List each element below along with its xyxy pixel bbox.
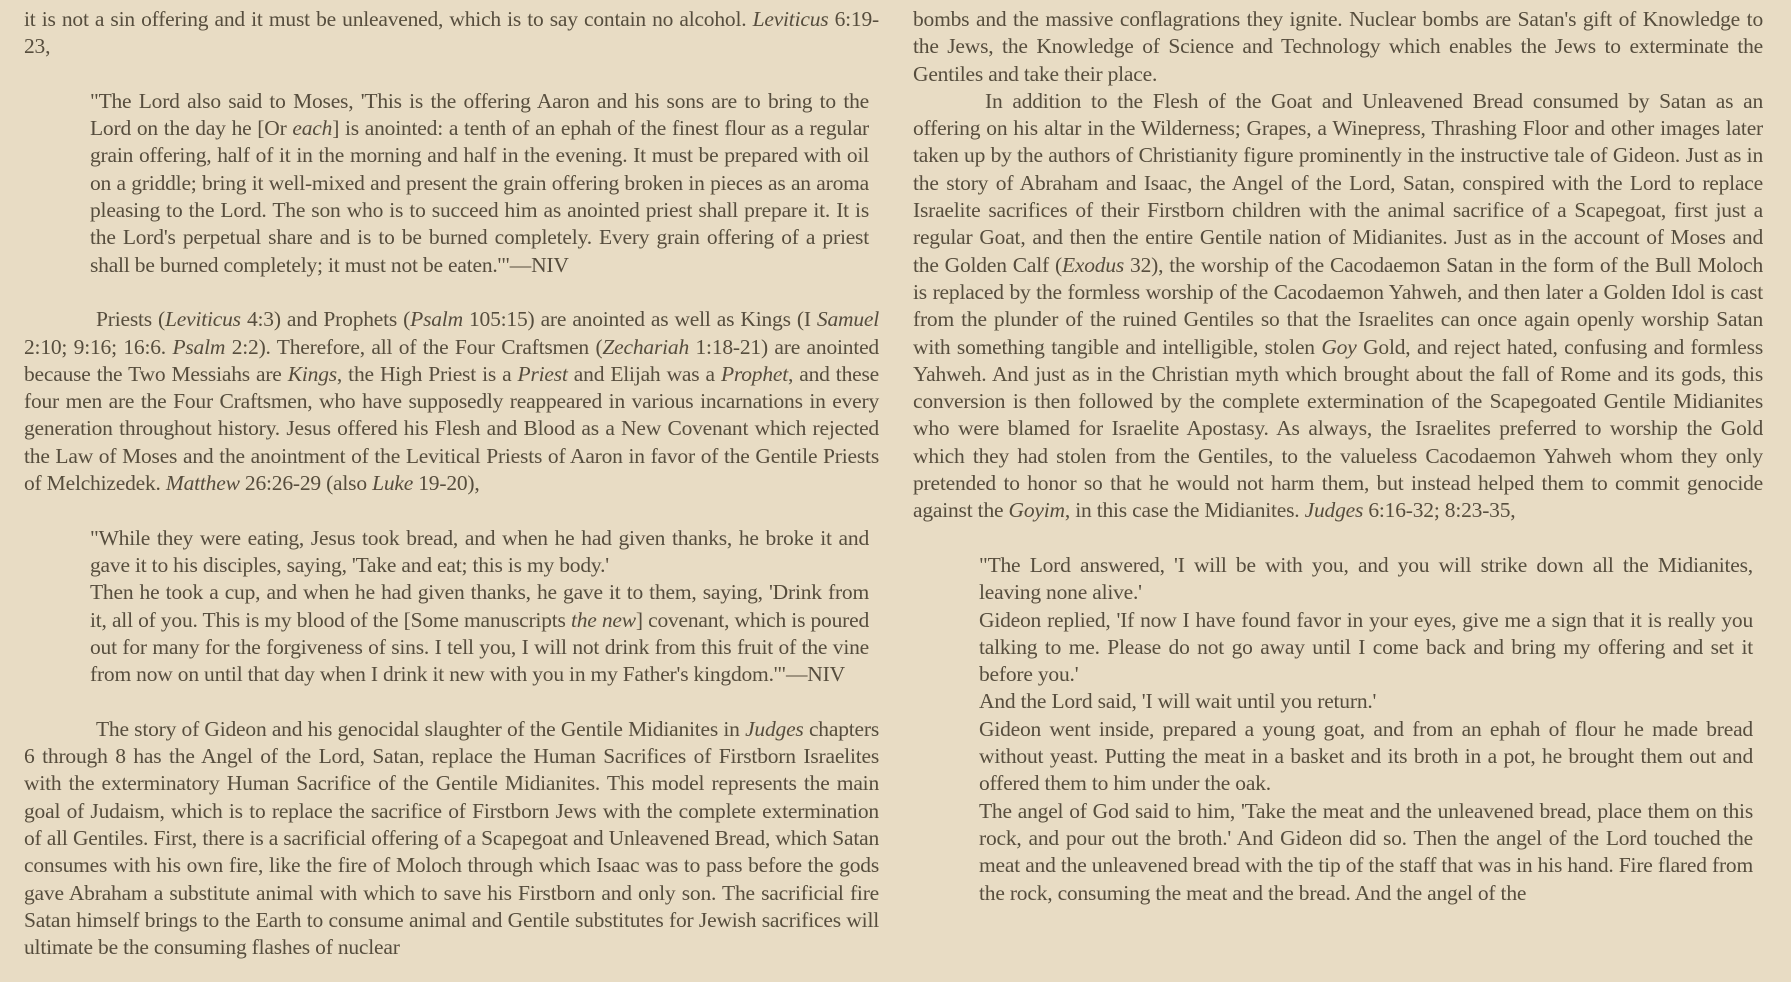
text-line: Then he took a cup, and when he had given thanks, he gave it to them, saying, 'Drink from it, all of you. This is my blood of the [Some manuscripts the new] covenant, which is poured out for many for the forgiveness of sins. I tell you, I will not drink from this fruit of the vine from now on until that day when I drink it new with you in my Father's kingdom.'"—NIV — [90, 580, 869, 687]
text-line: And the Lord said, 'I will wait until you return.' — [979, 689, 1377, 714]
paragraph — [913, 6, 1763, 88]
paragraph — [24, 716, 879, 962]
text-line: bombs and the massive conflagrations they ignite. Nuclear bombs are Satan's gift of Knowledge to the Jews, the Knowledge of Science and Technology which enables the Jews to exterminate the Gentiles and take their place. — [913, 7, 1763, 86]
text-line: Gideon replied, 'If now I have found favor in your eyes, give me a sign that it is really you talking to me. Please do not go away until I come back and bring my offering and set it before you.' — [979, 607, 1753, 687]
text-line: The story of Gideon and his genocidal slaughter of the Gentile Midianites in Judges chapters 6 through 8 has the Angel of the Lord, Satan, replace the Human Sacrifices of Firstborn Israelites with the exterminatory Human Sacrifice of the Gentile Midianites. This model represents the main goal of Judaism, which is to replace the sacrifice of Firstborn Jews with the complete extermination of all Gentiles. First, there is a sacrificial offering of a Scapegoat and Unleavened Bread, which Satan consumes with his own fire, like the fire of Moloch through which Isaac was to pass before the gods gave Abraham a substitute animal with which to save his Firstborn and only son. The sacrificial fire Satan himself brings to the Earth to consume animal and Gentile substitutes for Jewish sacrifices will ultimate be the consuming flashes of nuclear — [24, 716, 879, 960]
quote-block — [24, 88, 879, 279]
left-text-column — [24, 6, 879, 982]
text-line: "The Lord answered, 'I will be with you, and you will strike down all the Midianites, leaving none alive.' — [979, 552, 1753, 605]
paragraph — [24, 306, 879, 497]
text-line: The angel of God said to him, 'Take the meat and the unleavened bread, place them on this rock, and pour out the broth.' And Gideon did so. Then the angel of the Lord touched the meat and the unleavened bread with the tip of the staff that was in his hand. Fire flared from the rock, consuming the meat and the bread. And the angel of the — [979, 798, 1753, 905]
text-line: In addition to the Flesh of the Goat and Unleavened Bread consumed by Satan as an offering on his altar in the Wilderness; Grapes, a Winepress, Thrashing Floor and other images later taken up by the authors of Christianity figure prominently in the instructive tale of Gideon. Just as in the story of Abraham and Isaac, the Angel of the Lord, Satan, conspired with the Lord to replace Israelite sacrifices of their Firstborn children with the animal sacrifice of a Scapegoat, first just a regular Goat, and then the entire Gentile nation of Midianites. Just as in the account of Moses and the Golden Calf (Exodus 32), the worship of the Cacodaemon Satan in the form of the Bull Moloch is replaced by the formless worship of the Cacodaemon Yahweh, and then later a Golden Idol is cast from the plunder of the ruined Gentiles so that the Israelites can once again openly worship Satan with something tangible and intelligible, stolen Goy Gold, and reject hated, confusing and formless Yahweh. And just as in the Christian myth which brought about the fall of Rome and its gods, this conversion is then followed by the complete extermination of the Scapegoated Gentile Midianites who were blamed for Israelite Apostasy. As always, the Israelites preferred to worship the Gold which they had stolen from the Gentiles, to the valueless Cacodaemon Yahweh whom they only pretended to honor so that he would not harm them, but instead helped them to commit genocide against the Goyim, in this case the Midianites. Judges 6:16-32; 8:23-35, — [913, 88, 1764, 523]
quote-block — [24, 525, 879, 689]
paragraph — [913, 88, 1763, 525]
text-line: Gideon went inside, prepared a young goat, and from an ephah of flour he made bread without yeast. Putting the meat in a basket and its broth in a pot, he brought them out and offered them to him under the oak. — [979, 716, 1753, 796]
paragraph — [24, 6, 879, 61]
text-line: "The Lord also said to Moses, 'This is the offering Aaron and his sons are to bring to the Lord on the day he [Or each] is anointed: a tenth of an ephah of the finest flour as a regular grain offering, half of it in the morning and half in the evening. It must be prepared with oil on a griddle; bring it well-mixed and present the grain offering broken in pieces as an aroma pleasing to the Lord. The son who is to succeed him as anointed priest shall prepare it. It is the Lord's perpetual share and is to be burned completely. Every grain offering of a priest shall be burned completely; it must not be eaten.'"—NIV — [90, 88, 869, 277]
text-line: Priests (Leviticus 4:3) and Prophets (Psalm 105:15) are anointed as well as Kings (I Samuel 2:10; 9:16; 16:6. Psalm 2:2). Therefore, all of the Four Craftsmen (Zechariah 1:18-21) are anointed because the Two Messiahs are Kings, the High Priest is a Priest and Elijah was a Prophet, and these four men are the Four Craftsmen, who have supposedly reappeared in various incarnations in every generation throughout history. Jesus offered his Flesh and Blood as a New Covenant which rejected the Law of Moses and the anointment of the Levitical Priests of Aaron in favor of the Gentile Priests of Melchizedek. Matthew 26:26-29 (also Luke 19-20), — [24, 307, 879, 496]
text-line: it is not a sin offering and it must be unleavened, which is to say contain no alcohol. Leviticus 6:19-23, — [24, 7, 879, 59]
right-text-column — [913, 6, 1763, 982]
text-line: "While they were eating, Jesus took bread, and when he had given thanks, he broke it and gave it to his disciples, saying, 'Take and eat; this is my body.' — [90, 525, 869, 577]
quote-block — [913, 552, 1763, 907]
